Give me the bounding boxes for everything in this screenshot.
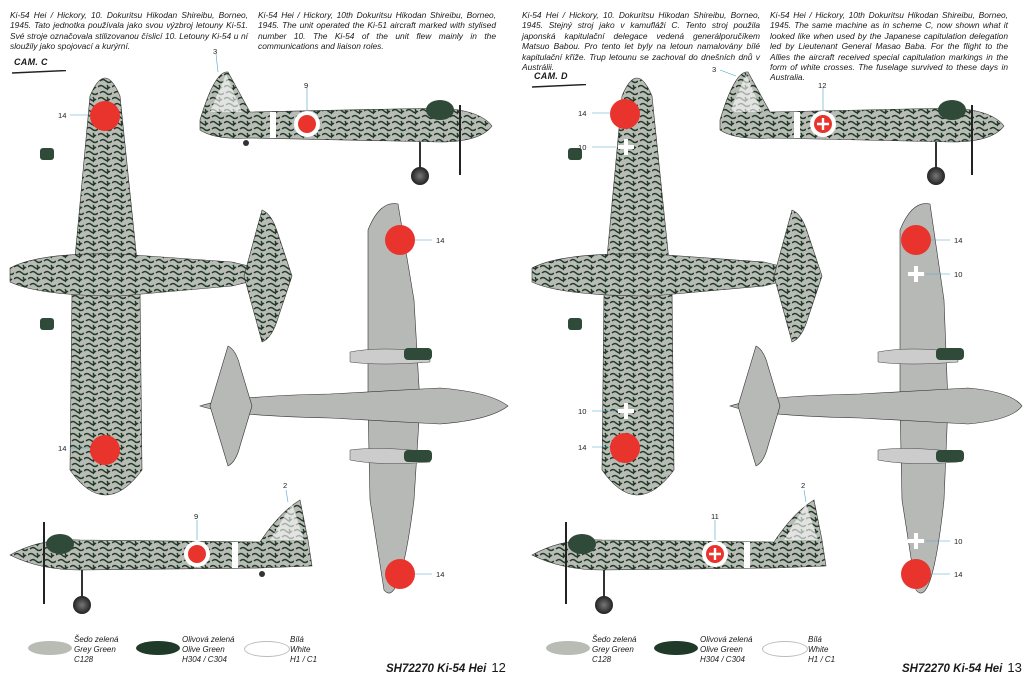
page-number: 13 — [1007, 660, 1022, 675]
callout-bottom-wing-lower: 14 — [436, 570, 445, 579]
callout-bottom-side-roundel: 9 — [194, 512, 199, 521]
hinomaru-marking — [90, 101, 120, 131]
legend-text: Bílá White H1 / C1 — [808, 635, 836, 664]
color-swatch — [762, 641, 808, 657]
legend-olive-green — [654, 635, 764, 671]
color-swatch — [244, 641, 290, 657]
hinomaru-marking — [90, 435, 120, 465]
hinomaru-marking — [385, 559, 415, 589]
top-view-camo — [10, 78, 292, 495]
camo-scheme-label: CAM. D — [534, 71, 568, 81]
callout-top-wing-lower: 14 — [578, 443, 587, 452]
legend-white — [244, 635, 354, 671]
bottom-view-underside — [200, 204, 508, 594]
hinomaru-marking — [901, 225, 931, 255]
callout-bottom-wing-upper: 14 — [954, 236, 963, 245]
callout-top-side-roundel: 12 — [818, 81, 827, 90]
description-czech: Ki-54 Hei / Hickory, 10. Dokuritsu Hikodan Shireibu, Borneo, 1945. Tato jednotka používala jako svou výzbroj letouny Ki-51. Své stroje označovala stilizovanou číslicí 10. Letouny Ki-54 u ní sloužily jako spojovací a kurýrní. — [10, 10, 248, 52]
page-footer — [386, 660, 506, 675]
aircraft-drawings — [512, 0, 1024, 683]
callout-top-wing-lower: 14 — [58, 444, 67, 453]
hinomaru-marking — [901, 559, 931, 589]
color-swatch — [654, 641, 698, 655]
hinomaru-marking — [610, 99, 640, 129]
color-swatch — [546, 641, 590, 655]
callout-bottom-wing-lower-cross: 10 — [954, 537, 963, 546]
legend-text: Bílá White H1 / C1 — [290, 635, 318, 664]
hinomaru-marking — [298, 115, 316, 133]
callout-top-wing-lower-cross: 10 — [578, 407, 587, 416]
legend-olive-green — [136, 635, 246, 671]
callout-top-wing-upper-cross: 10 — [578, 143, 587, 152]
page-number: 12 — [491, 660, 506, 675]
hinomaru-marking — [188, 545, 206, 563]
color-swatch — [136, 641, 180, 655]
camo-scheme-label: CAM. C — [14, 57, 48, 67]
callout-top-wing-upper: 14 — [58, 111, 67, 120]
callout-bottom-wing-upper-cross: 10 — [954, 270, 963, 279]
callout-bottom-side-fin: 2 — [283, 481, 288, 490]
callout-top-side-fin: 3 — [712, 65, 717, 74]
callout-bottom-wing-upper: 14 — [436, 236, 445, 245]
color-swatch — [28, 641, 72, 655]
legend-grey-green — [546, 635, 656, 671]
callout-top-side-fin: 3 — [213, 47, 218, 56]
top-view-camo — [532, 78, 822, 495]
hinomaru-marking — [385, 225, 415, 255]
legend-text: Šedo zelená Grey Green C128 — [74, 635, 119, 664]
kit-code: SH72270 Ki-54 Hei — [386, 663, 487, 675]
callout-bottom-side-fin: 2 — [801, 481, 806, 490]
hinomaru-marking — [610, 433, 640, 463]
callout-bottom-wing-lower: 14 — [954, 570, 963, 579]
description-czech: Ki-54 Hei / Hickory, 10. Dokuritsu Hikodan Shireibu, Borneo, 1945. Stejný stroj jako v kamufláži C. Tento stroj použila japonská kapitulační delegace vedená generálporučíkem Matsuo Babou. Pro tento let byly na letoun namalovány bílé kapitulační kříže. Trup letounu se zachoval do dnešních dnů v Austrálii. — [522, 10, 760, 73]
page-right — [512, 0, 1024, 683]
bottom-view-underside — [730, 204, 1022, 594]
description-english: Ki-54 Hei / Hickory, 10th Dokuritsu Hikodan Shireibu, Borneo, 1945. The same machine as in scheme C, now shown what it looked like when used by the Japanese capitulation delegation led by Lieutenant General Masao Baba. For the flight to the Allies the aircraft received special capitulation markings in the form of white crosses. The fuselage survived to these days in Australia. — [770, 10, 1008, 83]
legend-grey-green — [28, 635, 138, 671]
callout-top-wing-upper: 14 — [578, 109, 587, 118]
side-view-bottom — [10, 500, 312, 614]
callout-top-side-roundel: 9 — [304, 81, 309, 90]
callout-bottom-side-roundel: 11 — [711, 512, 719, 521]
legend-text: Olivová zelená Olive Green H304 / C304 — [182, 635, 235, 664]
side-view-top — [200, 72, 492, 185]
side-view-bottom — [532, 500, 826, 614]
description-english: Ki-54 Hei / Hickory, 10th Dokuritsu Hikodan Shireibu, Borneo, 1945. The unit operated the Ki-51 aircraft marked with stylised number 10. The Ki-54 of the unit flew mainly in the communications and liaison roles. — [258, 10, 496, 52]
kit-code: SH72270 Ki-54 Hei — [902, 663, 1003, 675]
legend-white — [762, 635, 872, 671]
legend-text: Šedo zelená Grey Green C128 — [592, 635, 637, 664]
legend-text: Olivová zelená Olive Green H304 / C304 — [700, 635, 753, 664]
page-footer — [902, 660, 1022, 675]
side-view-top — [720, 72, 1004, 185]
